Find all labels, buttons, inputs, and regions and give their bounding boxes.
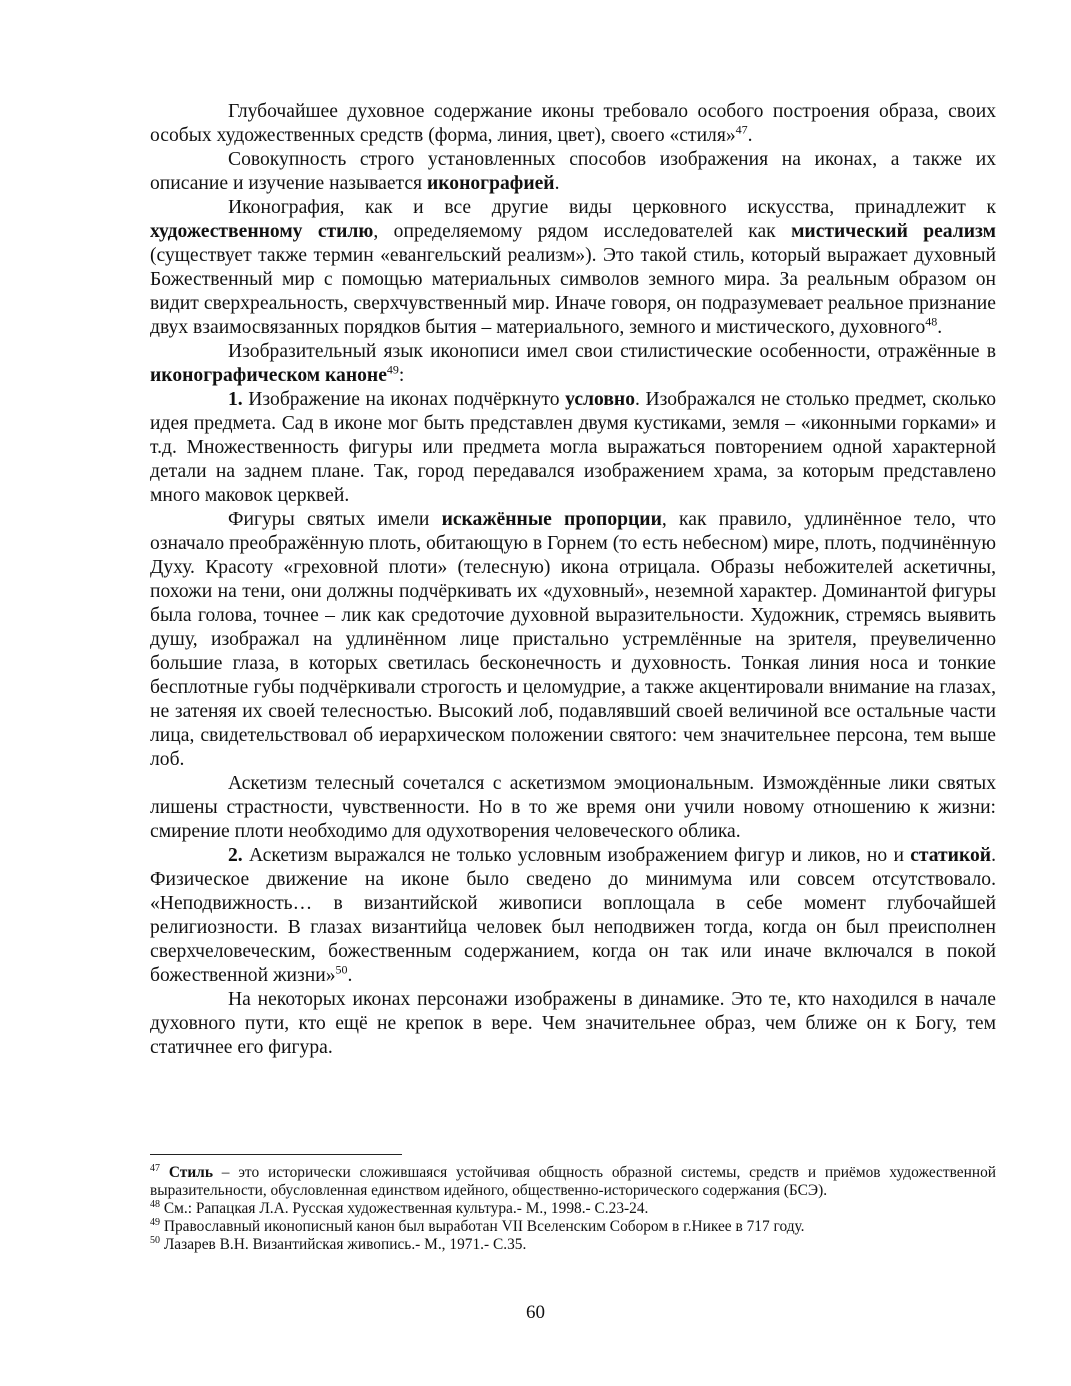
footnote-ref: 48	[925, 314, 938, 329]
bold-term: иконографическом каноне	[150, 365, 387, 386]
paragraph: Глубочайшее духовное содержание иконы требовало особого построения образа, своих особых художественных средств (форма, линия, цвет), своего «стиля»$^{47}$.	[150, 101, 996, 146]
footnote: $^{49}$ Православный иконописный канон был выработан VII Вселенским Собором в г.Никее в 717 году.	[150, 1216, 805, 1235]
paragraph: 2. Аскетизм выражался не только условным изображением фигур и ликов, но и статикой. Физическое движение на иконе было сведено до минимума или совсем отсутствовало. «Неподвижность… в византийской живописи воплощала в себе момент глубочайшей религиозности. В глазах византийца человек был неподвижен тогда, когда он был преисполнен сверхчеловеческим, божественным содержанием, когда он так или иначе включался в покой божественной жизни»$^{50}$.	[150, 845, 996, 986]
paragraph: 1. Изображение на иконах подчёркнуто условно. Изображался не столько предмет, сколько идея предмета. Сад в иконе мог быть представлен двумя кустиками, земля – «иконными горками» и т.д. Множественность фигуры или предмета могла выражаться повторением одной характерной детали на заднем плане. Так, город передавался изображением храма, за которым представлено много маковок церквей.	[150, 389, 996, 506]
page-number: 60	[526, 1302, 545, 1323]
paragraph: Совокупность строго установленных способов изображения на иконах, а также их описание и изучение называется иконографией.	[150, 149, 996, 194]
footnote: $^{48}$ См.: Рапацкая Л.А. Русская художественная культура.- М., 1998.- С.23-24.	[150, 1198, 649, 1217]
bold-term: 2.	[228, 845, 243, 866]
footnotes	[150, 1164, 996, 1254]
paragraph: На некоторых иконах персонажи изображены в динамике. Это те, кто находился в начале духовного пути, кто ещё не крепок в вере. Чем значительнее образ, чем ближе он к Богу, тем статичнее его фигура.	[150, 989, 996, 1058]
bold-term: художественному стилю	[150, 221, 374, 242]
footnote-ref: 50	[150, 1234, 160, 1246]
footnote-ref: 49	[150, 1216, 160, 1228]
footnote-ref: 50	[335, 962, 348, 977]
bold-term: условно	[565, 389, 635, 410]
paragraph: Иконография, как и все другие виды церковного искусства, принадлежит к художественному стилю, определяемому рядом исследователей как мистический реализм (существует также термин «евангельский реализм»). Это такой стиль, который выражает духовный Божественный мир с помощью материальных символов земного мира. За реальным образом он видит сверхреальность, сверхчувственный мир. Иначе говоря, он подразумевает реальное признание двух взаимосвязанных порядков бытия – материального, земного и мистического, духовного$^{48}$.	[150, 197, 996, 338]
bold-term: иконографией	[426, 173, 555, 194]
bold-term: Стиль	[168, 1164, 213, 1181]
footnote-ref: 47	[150, 1162, 160, 1174]
footnote-ref: 49	[386, 362, 399, 377]
body-text	[150, 100, 996, 1060]
footnote: $^{47}$ Стиль – это исторически сложившаяся устойчивая общность образной системы, средств и приёмов художественной выразительности, обусловленная единством идейного, общественно-исторического содержания (БСЭ).	[150, 1162, 996, 1199]
paragraph: Фигуры святых имели искажённые пропорции, как правило, удлинённое тело, что означало преображённую плоть, обитающую в Горнем (то есть небесном) мире, плоть, подчинённую Духу. Красоту «греховной плоти» (телесную) икона отрицала. Образы небожителей аскетичны, похожи на тени, они должны подчёркивать их «духовный», неземной характер. Доминантой фигуры была голова, точнее – лик как средоточие духовной выразительности. Художник, стремясь выявить душу, изображал на удлинённом лице пристально устремлённые на зрителя, преувеличенно большие глаза, в которых светилась бесконечность и духовность. Тонкая линия носа и тонкие бесплотные губы подчёркивали строгость и целомудрие, а также акцентировали внимание на глазах, не затеняя их своей телесностью. Высокий лоб, подавлявший своей величиной все остальные части лица, свидетельствовал об иерархическом положении святого: чем значительнее персона, тем выше лоб.	[150, 509, 997, 770]
footnote-ref: 47	[735, 122, 748, 137]
bold-term: статикой	[910, 845, 992, 866]
bold-term: мистический реализм	[791, 221, 996, 242]
paragraph: Изобразительный язык иконописи имел свои стилистические особенности, отражённые в иконографическом каноне$^{49}$:	[150, 341, 996, 386]
paragraph: Аскетизм телесный сочетался с аскетизмом эмоциональным. Измождённые лики святых лишены страстности, чувственности. Но в то же время они учили новому отношению к жизни: смирение плоти необходимо для одухотворения человеческого облика.	[150, 773, 996, 842]
footnote-ref: 48	[150, 1198, 160, 1210]
footnote: $^{50}$ Лазарев В.Н. Византийская живопись.- М., 1971.- С.35.	[150, 1234, 527, 1253]
bold-term: искажённые пропорции	[441, 509, 662, 530]
footnote-divider	[150, 1154, 402, 1155]
bold-term: 1.	[228, 389, 243, 410]
